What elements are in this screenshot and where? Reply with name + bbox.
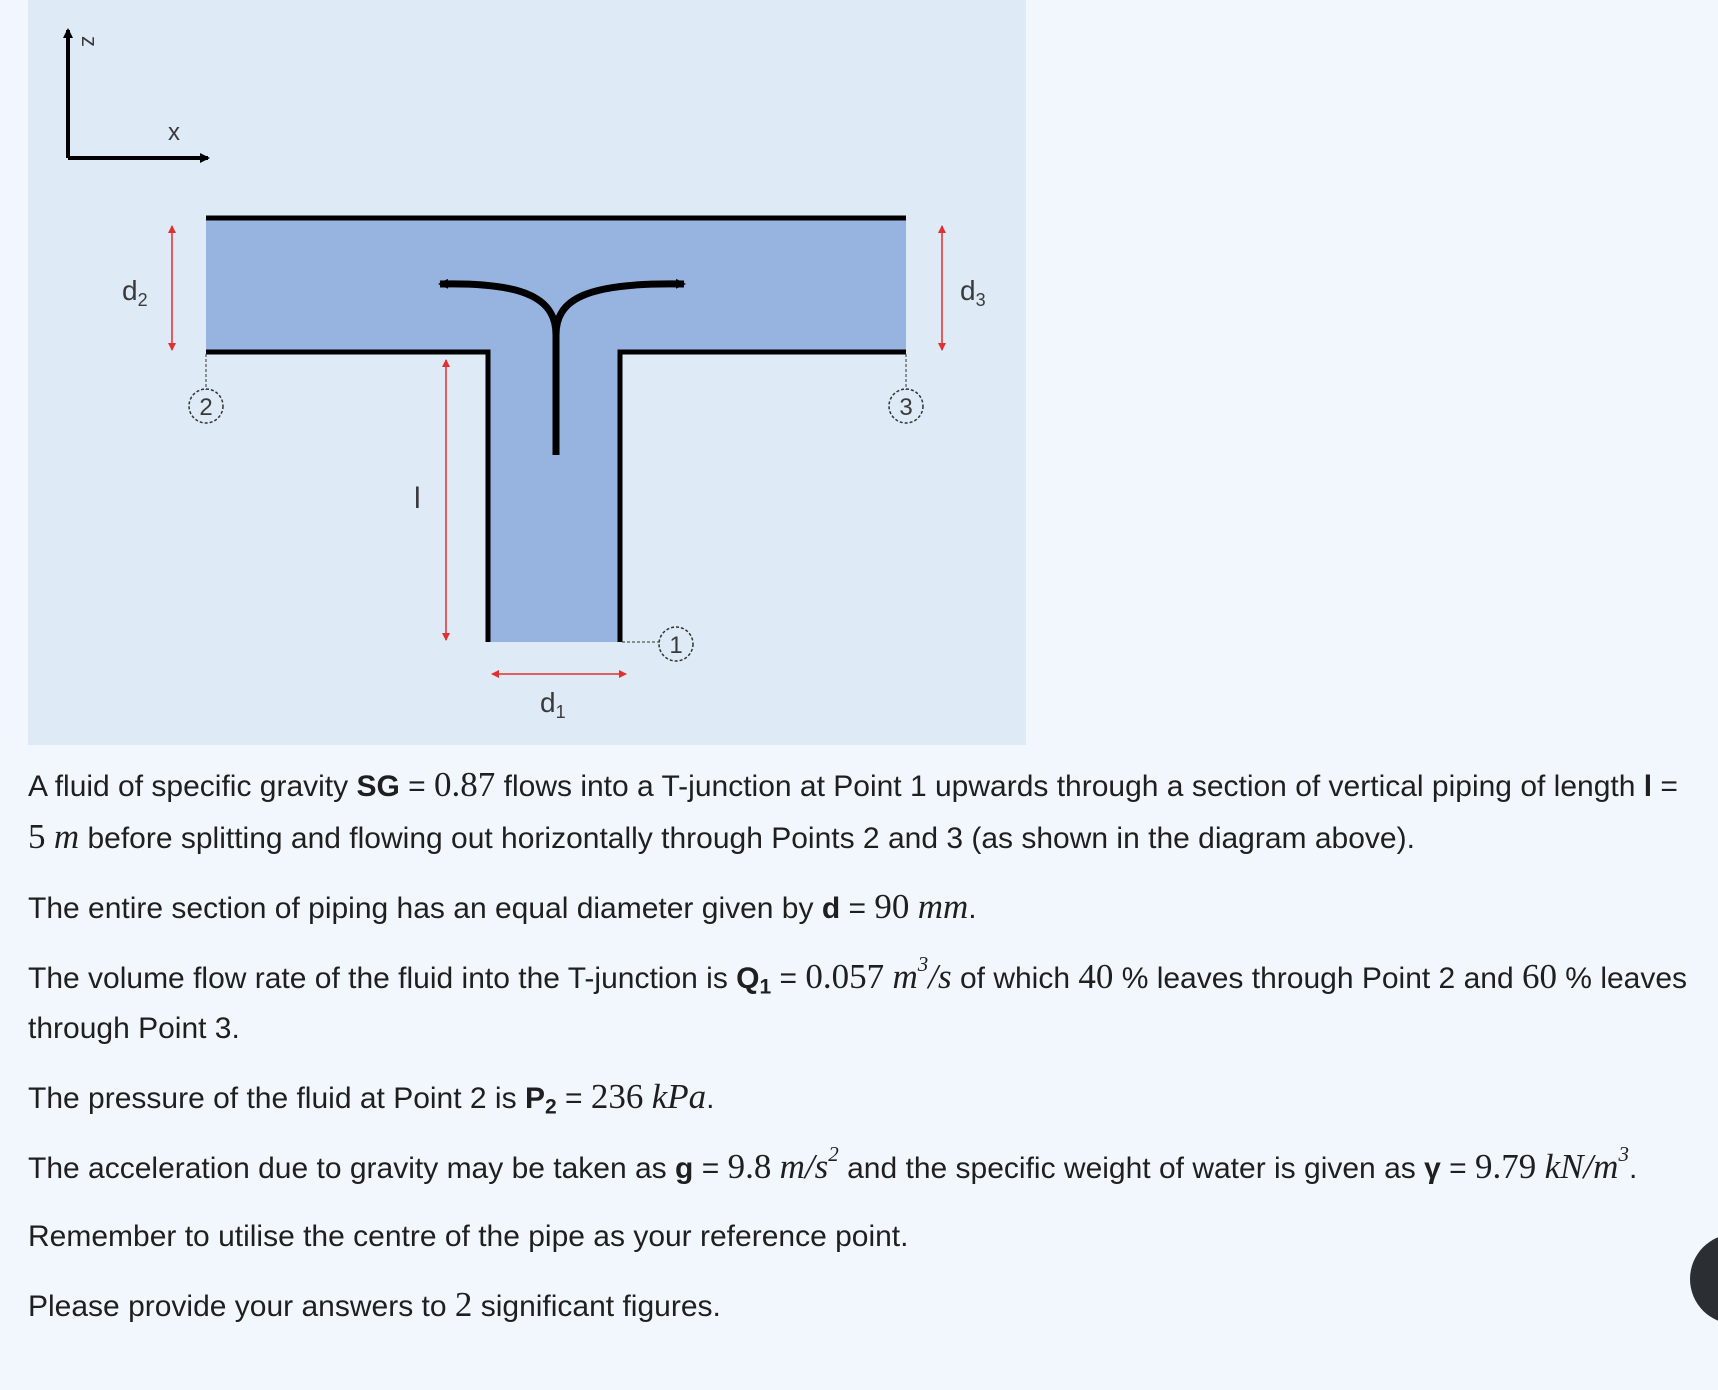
diagram-svg: [28, 0, 1026, 745]
svg-text:3: 3: [899, 394, 913, 421]
paragraph-constants: The acceleration due to gravity may be taken as g = 9.8 $m/s^2$ and the specific weight of water is given as γ = 9.79 $kN/m^3$.: [28, 1142, 1638, 1186]
t-junction-diagram: [28, 0, 1026, 745]
axis-z-label: z: [77, 36, 102, 47]
paragraph-pressure: The pressure of the fluid at Point 2 is $P_2 = 236$ kPa.: [28, 1077, 715, 1119]
svg-text:1: 1: [669, 632, 683, 659]
paragraph-reference-note: Remember to utilise the centre of the pipe as your reference point.: [28, 1220, 909, 1253]
problem-statement: [28, 760, 1700, 1350]
label-d3: $d_3$: [960, 275, 986, 310]
svg-text:2: 2: [199, 394, 213, 421]
label-l: l: [414, 482, 421, 515]
label-d1: $d_1$: [540, 687, 566, 722]
paragraph-flow-rate: The volume flow rate of the fluid into the T-junction is $Q_1 = 0.057$ $m^3/s$ of which 40 % leaves through Point 2 and 60 % leaves through Point 3.: [28, 952, 1688, 1045]
paragraph-fluid-description: A fluid of specific gravity SG = 0.87 flows into a T-junction at Point 1 upwards through a section of vertical piping of length l = 5 m before splitting and flowing out horizontally through Points 2 and 3 (as shown in the diagram above).: [28, 765, 1678, 856]
axis-x-label: x: [168, 119, 180, 146]
paragraph-sig-figs: Please provide your answers to 2 significant figures.: [28, 1285, 721, 1324]
paragraph-diameter: The entire section of piping has an equal diameter given by d = 90 mm.: [28, 887, 977, 926]
label-d2: $d_2$: [122, 275, 148, 310]
